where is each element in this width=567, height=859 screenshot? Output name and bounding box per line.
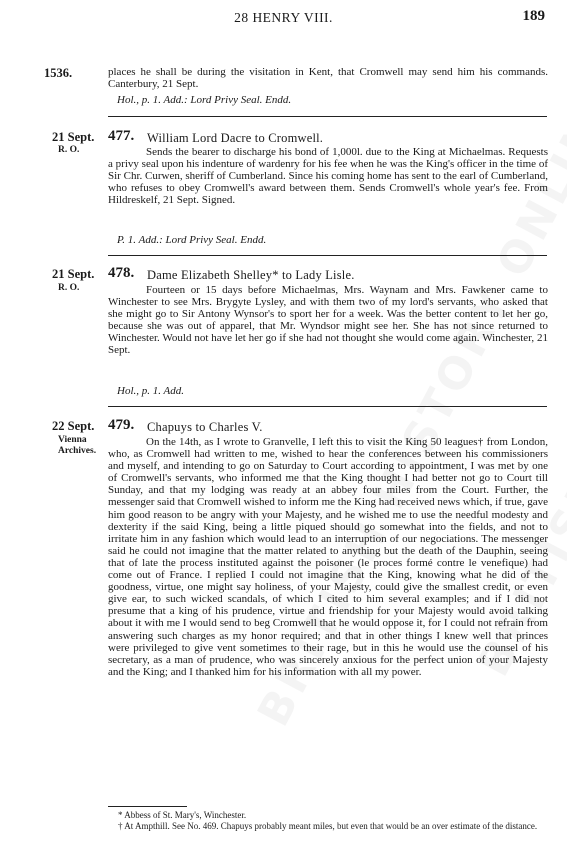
entry-number: 478. [108, 265, 135, 281]
entry-title: Dame Elizabeth Shelley* to Lady Lisle. [147, 268, 355, 282]
footnote-divider [108, 806, 187, 807]
entry-date: 21 Sept. [52, 267, 95, 281]
divider [108, 116, 547, 117]
entry-source: R. O. [58, 283, 80, 293]
running-head [0, 6, 567, 30]
divider [108, 406, 547, 407]
entry-source: R. O. [58, 145, 80, 155]
running-head-title: 28 HENRY VIII. [234, 10, 333, 25]
entry-body: On the 14th, as I wrote to Granvelle, I left this to visit the King 50 leagues† from London, who, as Cromwell had written to me, wished to hear the conferences between his commissioners and myself, and intending to go on Saturday to Court according to appointment, I was met by one of Cromwell's servants, who informed me that the King thought I had better not go to Court till Sunday, and that my lodging was ready at an abbey four miles from the Court. Further, the messenger said that Cromwell wished to inform me the King had received news which, if true, gave him good reason to be angry with your Majesty, and he wished me to use the needful modesty and dexterity if the said King, being a little piqued should go somewhat into the fields, and not to irritate him in any fashion which would lead to an interruption of our negociations. The messenger said he could not imagine that the matter related to anything but the death of the Dauphin, seeing that of late the process instituted against the poisoner (le proces formé contre le venefique) had come out of France. I replied I could not imagine that the King, knowing what he did of the goodness, virtue, one might say holiness, of your Majesty, could give the smallest credit, or even give ear, to such wicked scandals, of which I cited to him several examples; and if I did not presume that a king of his prudence, virtue and friendship for your Majesty would avoid talking about it with me I would send to beg Cromwell that he would oppose it, for I could not refrain from answering such charges as my honor required; and that in other things I knew well that princes were privileged to give vent sometimes to their rage, but in this he would use the counsel of his secretary, as a man of prudence, who was sincerely anxious for the perfect union of your Majesty and the King; and I thanked him for his information with all my power. [108, 436, 548, 678]
entry-title: William Lord Dacre to Cromwell. [147, 131, 324, 145]
divider [108, 255, 547, 256]
page-number: 189 [522, 8, 545, 24]
entry-date: 21 Sept. [52, 130, 95, 144]
entry-meta: P. 1. Add.: Lord Privy Seal. Endd. [117, 234, 267, 246]
footnote: † At Ampthill. See No. 469. Chapuys probably meant miles, but even that would be an over estimate of the distance. [118, 820, 538, 831]
entry-number: 479. [108, 417, 135, 433]
entry-source: Vienna Archives. [58, 435, 97, 456]
continuation-text: places he shall be during the visitation in Kent, that Cromwell may send him his commands. Canterbury, 21 Sept. [108, 66, 548, 91]
footnote: * Abbess of St. Mary's, Winchester. [118, 810, 247, 820]
entry-number: 477. [108, 128, 135, 144]
entry-meta: Hol., p. 1. Add. [117, 385, 185, 397]
footnotes [108, 810, 548, 831]
entry-date: 22 Sept. [52, 419, 95, 433]
entry-title: Chapuys to Charles V. [147, 420, 263, 434]
continuation-meta: Hol., p. 1. Add.: Lord Privy Seal. Endd. [117, 94, 292, 106]
entry-body: Fourteen or 15 days before Michaelmas, Mrs. Waynam and Mrs. Fawkener came to Winchester to see Mrs. Brygyte Lysley, and with them two of my lord's servants, who asked that she might go to Sir Antony Wynsor's to sport her for a week. Was the better content to let her go, because she was out of apparel, that Mr. Wyndsor might see her. She has not since returned to Winchester. Would not have let her go if she had not thought she would come again. Winchester, 21 Sept. [108, 284, 548, 357]
entry-body: Sends the bearer to discharge his bond of 1,000l. due to the King at Michaelmas. Requests a privy seal upon his indenture of wardenry for his fee when he was the King's officer in the time of Sir Chr. Curwen, sheriff of Cumberland. Since his coming home has sent to the earl of Cumberland, who refuses to obey Cromwell's award between them. Sends Cromwell's whole year's fee. From Hildreskelf, 21 Sept. Signed. [108, 146, 548, 207]
margin-year: 1536. [44, 66, 73, 80]
